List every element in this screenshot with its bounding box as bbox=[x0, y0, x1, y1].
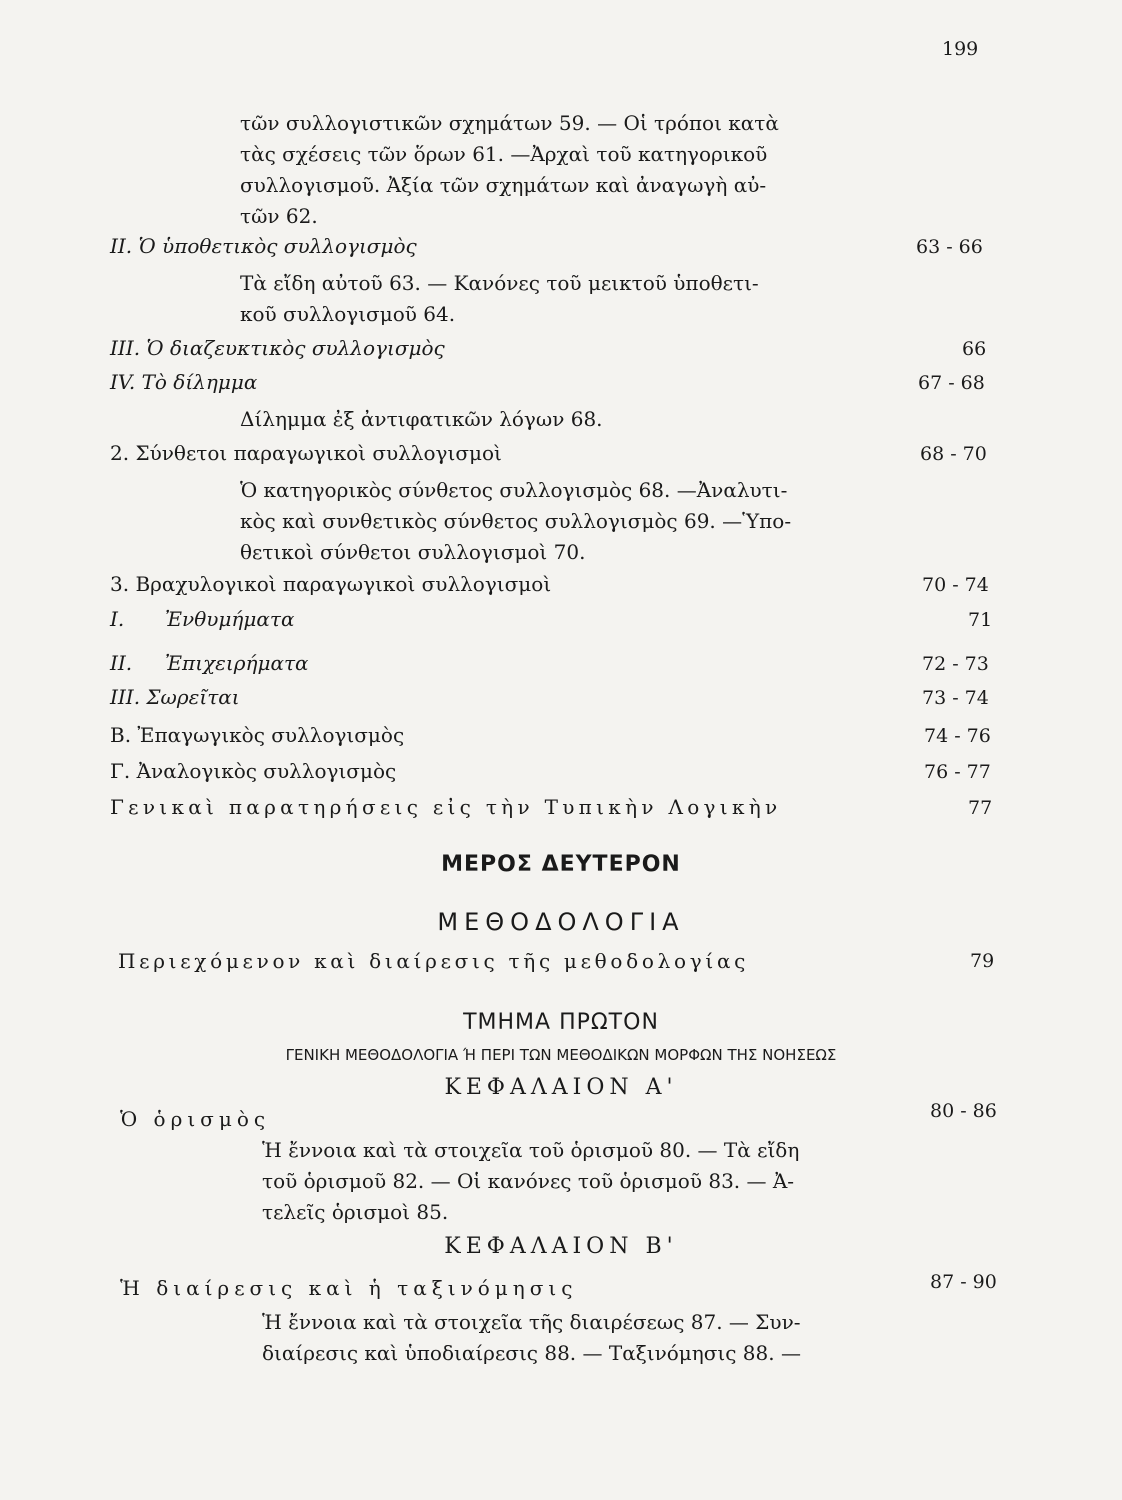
desc-division bbox=[262, 1307, 801, 1369]
desc-continuation bbox=[240, 108, 779, 232]
toc-entry-contents[interactable]: Περιεχόμενον καὶ διαίρεσις τῆς μεθοδολογίας bbox=[118, 949, 750, 973]
desc-line: Ὁ κατηγορικὸς σύνθετος συλλογισμὸς 68. —Ἀναλυτι- bbox=[240, 478, 788, 502]
toc-pages: 77 bbox=[968, 797, 993, 819]
desc-dilemma bbox=[240, 404, 603, 435]
part-subtitle: ΜΕΘΟΔΟΛΟΓΙΑ bbox=[437, 908, 685, 936]
desc-line: Τὰ εἴδη αὐτοῦ 63. — Κανόνες τοῦ μεικτοῦ ὑποθετι- bbox=[240, 271, 759, 295]
toc-pages: 72 - 73 bbox=[922, 653, 989, 675]
desc-line: κὸς καὶ συνθετικὸς σύνθετος συλλογισμὸς 69. —Ὑπο- bbox=[240, 509, 792, 533]
desc-definition bbox=[262, 1135, 799, 1228]
toc-entry-roman: I. bbox=[110, 607, 125, 631]
toc-pages: 74 - 76 bbox=[924, 725, 991, 747]
toc-pages: 63 - 66 bbox=[916, 236, 983, 258]
part-title: ΜΕΡΟΣ ΔΕΥΤΕΡΟΝ bbox=[441, 852, 681, 877]
desc-line: τοῦ ὁρισμοῦ 82. — Οἱ κανόνες τοῦ ὁρισμοῦ 83. — Ἀ- bbox=[262, 1169, 795, 1193]
desc-line: τῶν 62. bbox=[240, 204, 318, 228]
desc-line: Ἡ ἔννοια καὶ τὰ στοιχεῖα τῆς διαιρέσεως 87. — Συν- bbox=[262, 1310, 801, 1334]
desc-line: κοῦ συλλογισμοῦ 64. bbox=[240, 302, 456, 326]
toc-entry-general-remarks[interactable]: Γενικαὶ παρατηρήσεις εἰς τὴν Τυπικὴν Λογικὴν bbox=[110, 795, 782, 819]
toc-entry-division[interactable]: Ἡ διαίρεσις καὶ ἡ ταξινόμησις bbox=[120, 1276, 578, 1300]
toc-entry-enthymemes[interactable]: Ἐνθυμήματα bbox=[165, 607, 295, 631]
toc-entry-hypothetical[interactable]: II. Ὁ ὑποθετικὸς συλλογισμὸς bbox=[110, 234, 417, 258]
toc-pages: 66 bbox=[962, 338, 987, 360]
toc-entry-disjunctive[interactable]: III. Ὁ διαζευκτικὸς συλλογισμὸς bbox=[110, 336, 445, 360]
toc-entry-compound[interactable]: 2. Σύνθετοι παραγωγικοὶ συλλογισμοὶ bbox=[110, 441, 502, 465]
toc-entry-inductive[interactable]: B. Ἐπαγωγικὸς συλλογισμὸς bbox=[110, 723, 405, 747]
toc-entry-epicheiremes[interactable]: Ἐπιχειρήματα bbox=[165, 651, 309, 675]
section-subtitle: ΓΕΝΙΚΗ ΜΕΘΟΔΟΛΟΓΙΑ Ή ΠΕΡΙ ΤΩΝ ΜΕΘΟΔΙΚΩΝ ΜΟΡΦΩΝ ΤΗΣ ΝΟΗΣΕΩΣ bbox=[285, 1046, 837, 1064]
chapter-b-heading: ΚΕΦΑΛΑΙΟΝ Β' bbox=[444, 1234, 678, 1259]
desc-hypothetical bbox=[240, 268, 759, 330]
toc-pages: 80 - 86 bbox=[930, 1100, 997, 1122]
toc-pages: 76 - 77 bbox=[924, 761, 991, 783]
toc-entry-analogical[interactable]: Γ. Ἀναλογικὸς συλλογισμὸς bbox=[110, 759, 397, 783]
desc-line: τὰς σχέσεις τῶν ὅρων 61. —Ἀρχαὶ τοῦ κατηγορικοῦ bbox=[240, 142, 768, 166]
desc-line: συλλογισμοῦ. Ἀξία τῶν σχημάτων καὶ ἀναγωγὴ αὐ- bbox=[240, 173, 767, 197]
toc-pages: 71 bbox=[968, 609, 993, 631]
toc-pages: 68 - 70 bbox=[920, 443, 987, 465]
chapter-a-heading: ΚΕΦΑΛΑΙΟΝ Α' bbox=[444, 1075, 678, 1100]
toc-pages: 67 - 68 bbox=[918, 372, 985, 394]
desc-line: τελεῖς ὁρισμοὶ 85. bbox=[262, 1200, 449, 1224]
desc-compound bbox=[240, 475, 791, 568]
desc-line: διαίρεσις καὶ ὑποδιαίρεσις 88. — Ταξινόμησις 88. — bbox=[262, 1341, 801, 1365]
page-number: 199 bbox=[942, 38, 979, 60]
toc-pages: 87 - 90 bbox=[930, 1271, 997, 1293]
toc-entry-dilemma[interactable]: IV. Τὸ δίλημμα bbox=[110, 370, 258, 394]
toc-pages: 70 - 74 bbox=[922, 574, 989, 596]
toc-pages: 79 bbox=[970, 950, 995, 972]
toc-entry-brachylogical[interactable]: 3. Βραχυλογικοὶ παραγωγικοὶ συλλογισμοὶ bbox=[110, 572, 552, 596]
toc-entry-sorites[interactable]: III. Σωρεῖται bbox=[110, 685, 240, 709]
toc-entry-roman: II. bbox=[110, 651, 133, 675]
desc-line: Ἡ ἔννοια καὶ τὰ στοιχεῖα τοῦ ὁρισμοῦ 80. — Τὰ εἴδη bbox=[262, 1138, 800, 1162]
toc-pages: 73 - 74 bbox=[922, 687, 989, 709]
desc-line: Δίλημμα ἐξ ἀντιφατικῶν λόγων 68. bbox=[240, 407, 603, 431]
toc-entry-definition[interactable]: Ὁ ὁρισμὸς bbox=[120, 1107, 271, 1131]
desc-line: τῶν συλλογιστικῶν σχημάτων 59. — Οἱ τρόποι κατὰ bbox=[240, 111, 779, 135]
section-title: ΤΜΗΜΑ ΠΡΩΤΟΝ bbox=[463, 1010, 659, 1035]
desc-line: θετικοὶ σύνθετοι συλλογισμοὶ 70. bbox=[240, 540, 586, 564]
